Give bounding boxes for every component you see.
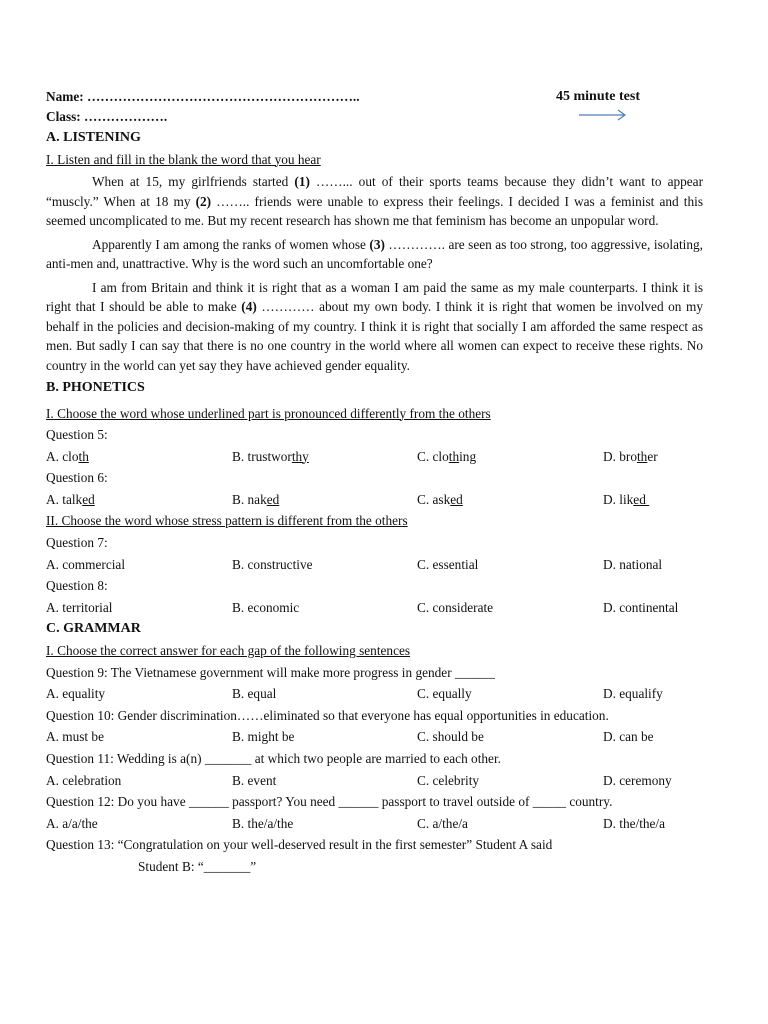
- q5-option-b[interactable]: B. trustworthy: [232, 448, 309, 464]
- name-dots: ……………………………………………………..: [83, 89, 360, 104]
- question-5-label: Question 5:: [46, 427, 108, 442]
- q5-option-d[interactable]: D. brother: [603, 448, 658, 464]
- section-b-instruction-1: I. Choose the word whose underlined part is pronounced differently from the others: [46, 405, 491, 421]
- q8-option-b[interactable]: B. economic: [232, 599, 300, 615]
- q11-option-d[interactable]: D. ceremony: [603, 772, 672, 788]
- q7-option-a[interactable]: A. commercial: [46, 556, 126, 572]
- q10-option-a[interactable]: A. must be: [46, 729, 104, 745]
- q8-option-a[interactable]: A. territorial: [46, 599, 113, 615]
- q5-option-a[interactable]: A. cloth: [46, 448, 89, 464]
- q9-option-b[interactable]: B. equal: [232, 686, 277, 702]
- question-6-options: [46, 489, 703, 511]
- q6-option-d[interactable]: D. liked: [603, 491, 650, 507]
- q12-option-b[interactable]: B. the/a/the: [232, 815, 294, 831]
- q11-option-a[interactable]: A. celebration: [46, 772, 122, 788]
- question-11-options: [46, 770, 703, 792]
- question-12-stem: Question 12: Do you have ______ passport? You need ______ passport to travel outside of _____ country.: [46, 794, 613, 810]
- q12-option-a[interactable]: A. a/a/the: [46, 815, 98, 831]
- q12-option-c[interactable]: C. a/the/a: [417, 815, 468, 831]
- question-9-options: [46, 683, 703, 705]
- question-12-options: [46, 813, 703, 835]
- worksheet-page: [46, 86, 703, 877]
- question-11-stem: Question 11: Wedding is a(n) _______ at which two people are married to each other.: [46, 750, 501, 766]
- test-title: 45 minute test: [556, 89, 640, 104]
- section-a-title: A. LISTENING: [46, 130, 141, 145]
- name-row: [46, 86, 703, 107]
- gap-4-label: (4): [241, 299, 257, 314]
- class-dots: ……………….: [80, 109, 168, 124]
- question-13-student-b: Student B: “_______”: [138, 858, 257, 874]
- q7-option-c[interactable]: C. essential: [417, 556, 479, 572]
- q11-option-b[interactable]: B. event: [232, 772, 277, 788]
- q7-option-d[interactable]: D. national: [603, 556, 663, 572]
- gap-2-label: (2): [195, 193, 212, 209]
- class-label: Class:: [46, 109, 81, 124]
- listening-paragraph-1: When at 15, my girlfriends started (1) ……... out of their sports teams because they didn’t want to appear “muscly.” When at 18 my (2) …….. friends were unable to express their feelings. I decided I was a feminist and this seemed uncomplicated to me. But my recent research has shown me that feminism has become an unpopular word.: [46, 174, 703, 228]
- question-7-options: [46, 554, 703, 576]
- q9-option-a[interactable]: A. equality: [46, 686, 106, 702]
- q7-option-b[interactable]: B. constructive: [232, 556, 313, 572]
- gap-1-label: (1): [294, 174, 310, 189]
- section-c-title: C. GRAMMAR: [46, 621, 141, 637]
- q6-option-c[interactable]: C. asked: [417, 491, 463, 507]
- question-10-stem: Question 10: Gender discrimination……eliminated so that everyone has equal opportunities in education.: [46, 707, 609, 723]
- q11-option-c[interactable]: C. celebrity: [417, 772, 480, 788]
- q10-option-d[interactable]: D. can be: [603, 729, 654, 745]
- question-7-label: Question 7:: [46, 534, 108, 550]
- gap-3-label: (3): [369, 236, 385, 252]
- question-10-options: [46, 726, 703, 748]
- q10-option-b[interactable]: B. might be: [232, 729, 295, 745]
- question-8-options: [46, 597, 703, 619]
- q10-option-c[interactable]: C. should be: [417, 729, 484, 745]
- q8-option-d[interactable]: D. continental: [603, 599, 679, 615]
- question-9-stem: Question 9: The Vietnamese government will make more progress in gender ______: [46, 664, 495, 680]
- q5-option-c[interactable]: C. clothing: [417, 448, 477, 464]
- q8-option-c[interactable]: C. considerate: [417, 599, 494, 615]
- question-13-stem: Question 13: “Congratulation on your well-deserved result in the first semester” Student A said: [46, 837, 553, 853]
- q9-option-c[interactable]: C. equally: [417, 686, 472, 702]
- name-label: Name:: [46, 89, 84, 104]
- question-8-label: Question 8:: [46, 578, 108, 594]
- q9-option-d[interactable]: D. equalify: [603, 686, 663, 702]
- listening-paragraph-2: Apparently I am among the ranks of women whose (3) …………. are seen as too strong, too aggressive, isolating, anti-men and, unattractive. Why is the word such an uncomfortable one?: [46, 236, 703, 271]
- question-6-label: Question 6:: [46, 470, 108, 486]
- q6-option-a[interactable]: A. talked: [46, 491, 95, 507]
- q6-option-b[interactable]: B. naked: [232, 491, 280, 507]
- listening-paragraph-3: I am from Britain and think it is right that as a woman I am paid the same as my male counterparts. I think it is right that I should be able to make (4) ………… about my own body. I think it is right that women be involved on my behalf in the policies and decision-making of my country. I think it is right that socially I am afforded the same respect as men. But sadly I can say that there is no one country in the world where all women can expect to receive these rights. No country in the world can yet say they have achieved gender equality.: [46, 279, 703, 373]
- right-arrow-icon: [579, 108, 627, 122]
- class-row: [46, 107, 703, 127]
- section-b-title: B. PHONETICS: [46, 380, 145, 395]
- section-c-instruction: I. Choose the correct answer for each gap of the following sentences: [46, 642, 411, 658]
- section-b-instruction-2: II. Choose the word whose stress pattern is different from the others: [46, 513, 408, 529]
- q12-option-d[interactable]: D. the/the/a: [603, 815, 666, 831]
- section-a-instruction: I. Listen and fill in the blank the word that you hear: [46, 151, 321, 167]
- question-5-options: [46, 446, 703, 468]
